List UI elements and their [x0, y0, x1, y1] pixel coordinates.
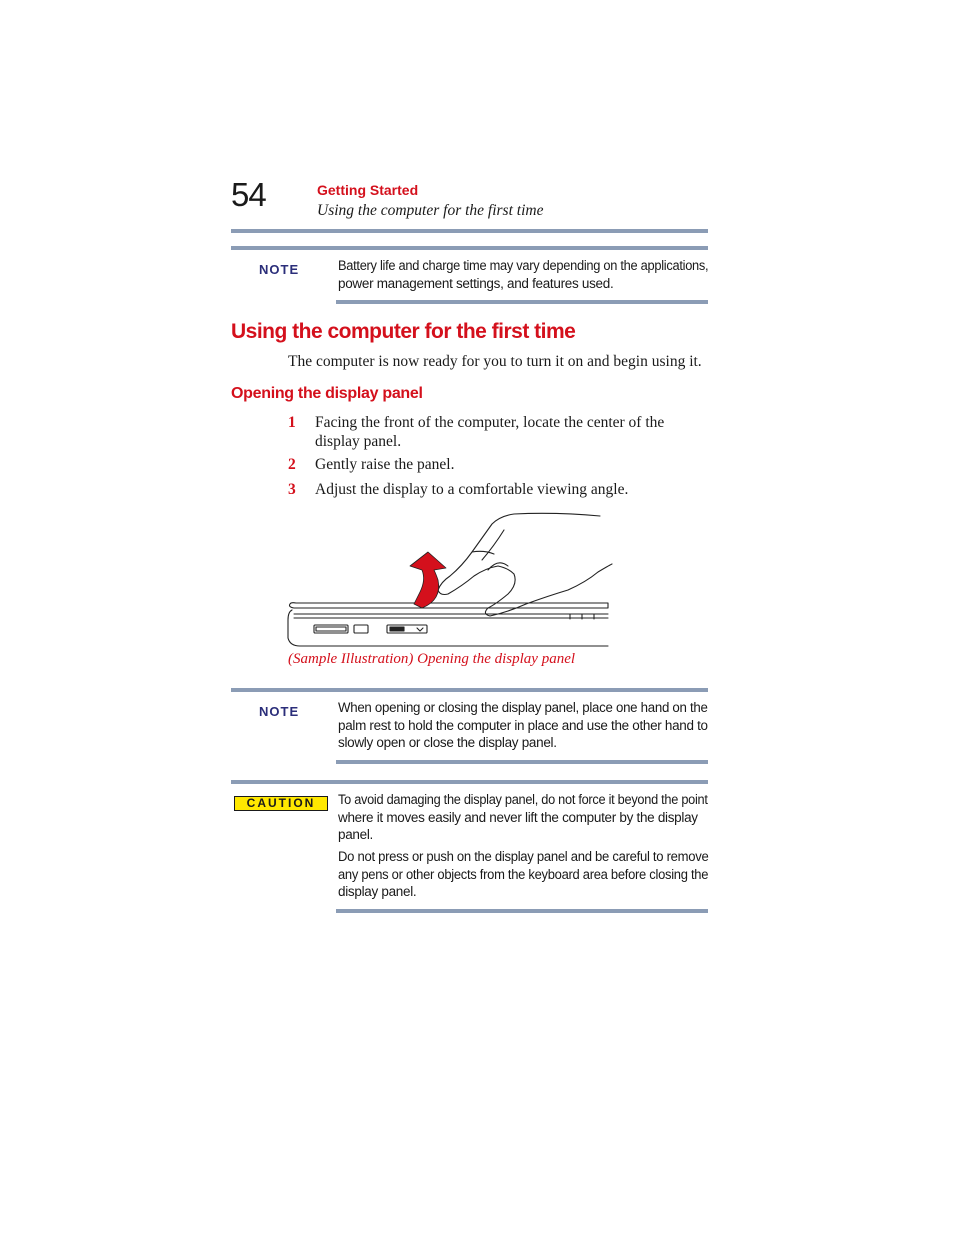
- note2-line: slowly open or close the display panel.: [338, 735, 557, 750]
- caution-line: display panel.: [338, 884, 417, 899]
- caution-top-rule: [231, 780, 708, 784]
- caution-text-2: [338, 848, 710, 901]
- page-number: 54: [231, 176, 266, 213]
- step-line: display panel.: [315, 432, 402, 450]
- card-slot-inner: [316, 627, 346, 631]
- step-text: Gently raise the panel.: [315, 456, 455, 473]
- raise-arrow-icon: [410, 552, 446, 608]
- caution-line: Do not press or push on the display panel and be careful to remove: [338, 849, 709, 864]
- laptop-base-outline: [288, 610, 608, 646]
- note2-line: palm rest to hold the computer in place and use the other hand to: [338, 717, 708, 733]
- caution-line: panel.: [338, 827, 373, 842]
- caution-line: To avoid damaging the display panel, do not force it beyond the point: [338, 792, 708, 807]
- laptop-opening-illustration: [286, 508, 616, 650]
- step-number: 3: [288, 481, 296, 498]
- subsection-heading: Opening the display panel: [231, 385, 423, 402]
- note1-top-rule: [231, 246, 708, 250]
- note2-bottom-rule: [336, 760, 708, 764]
- running-subsection-title: Using the computer for the first time: [317, 202, 544, 219]
- note2-top-rule: [231, 688, 708, 692]
- note2-label: NOTE: [259, 704, 300, 719]
- note1-bottom-rule: [336, 300, 708, 304]
- hand-outline: [438, 513, 612, 616]
- card-slot: [314, 625, 348, 633]
- caution-line: where it moves easily and never lift the computer by the display: [338, 809, 698, 825]
- step-text: Adjust the display to a comfortable viewing angle.: [315, 481, 629, 498]
- figure-caption: (Sample Illustration) Opening the display panel: [288, 651, 576, 667]
- step-text: [315, 414, 705, 451]
- laptop-lid-outline: [290, 603, 609, 608]
- note2-line: When opening or closing the display panel, place one hand on the: [338, 700, 708, 715]
- switch-slider: [390, 627, 404, 631]
- header-rule: [231, 229, 708, 233]
- step-number: 2: [288, 456, 296, 473]
- note1-line: power management settings, and features used.: [338, 275, 614, 291]
- section-heading: Using the computer for the first time: [231, 320, 576, 343]
- caution-line: any pens or other objects from the keyboard area before closing the: [338, 866, 709, 882]
- hand-knuckle: [472, 551, 494, 554]
- intro-paragraph: The computer is now ready for you to turn it on and begin using it.: [288, 353, 702, 370]
- running-section-title: Getting Started: [317, 182, 419, 198]
- caution-label: CAUTION: [234, 796, 328, 811]
- caution-bottom-rule: [336, 909, 708, 913]
- note2-text: [338, 699, 710, 752]
- step-number: 1: [288, 414, 296, 431]
- hand-crease: [482, 530, 504, 560]
- note1-label: NOTE: [259, 262, 300, 277]
- note1-text: [338, 257, 710, 292]
- note1-line: Battery life and charge time may vary depending on the applications,: [338, 258, 709, 273]
- port: [354, 625, 368, 633]
- caution-text-1: [338, 791, 710, 844]
- step-line: Facing the front of the computer, locate the center of the: [315, 414, 665, 431]
- switch-arrow: [417, 628, 423, 631]
